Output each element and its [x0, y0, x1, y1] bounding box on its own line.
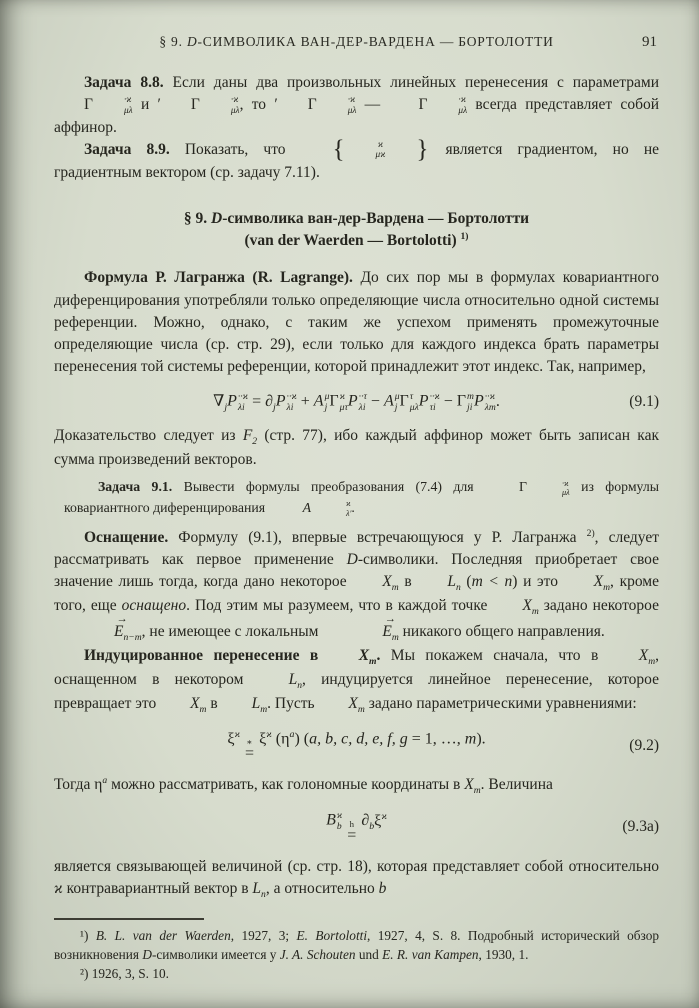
- math-symbol: $\eta^a$: [281, 728, 295, 748]
- math-symbol: $L_n$: [288, 671, 303, 692]
- math-symbol: $X_m$: [464, 776, 481, 797]
- formula-9-2: $\xi^ϰ$ ∗ = $\xi^ϰ$ $(\eta^a)$ (a, b, c, d, e, f, g = 1, …, m). (9.2): [227, 728, 659, 763]
- task-9-1: Задача 9.1. Вывести формулы преобразования (7.4) для Γ ·ϰ μλ из формулы ковариантного диференцирования A ϰ λ′ .: [64, 478, 660, 518]
- math-symbol: P ··ϰ λm: [473, 391, 496, 414]
- formula-9-1: $\nabla_jP$ ··ϰ λi = $\partial_jP$ ··ϰ λi + A μ j Γ ϰ μτ P ··τ λi − A μ j Γ τ μλ P ··ϰ τi − Γ m ji P ··ϰ λm . (9.1): [213, 391, 659, 414]
- math-symbol: A ϰ λ′: [302, 499, 352, 518]
- paragraph-lagrange: Формула Р. Лагранжа (R. Lagrange). До сих пор мы в формулах ковариантного диференцирования употребляли только определяющие числа относительно одной системы референции. Можно, однако, с таким же успехом применять промежуточные определяющие числа (ср. стр. 29), если только для каждого индекса брать параметры перенесения той системы референции, которой принадлежит этот индекс. Так, например,: [54, 269, 659, 376]
- bold-text: (van der Waerden — Bortolotti): [244, 231, 461, 249]
- heading-line: [54, 208, 659, 230]
- math-symbol: P ··τ λi: [347, 391, 367, 414]
- running-header-d: D: [186, 34, 198, 49]
- bold-text: Индуцированное перенесение в: [84, 647, 329, 665]
- math-symbol: $X_m$: [382, 573, 399, 594]
- math-symbol: Γ ·ϰ μλ: [307, 95, 357, 116]
- vector-symbol: → $E_{n-m}$: [54, 619, 142, 645]
- math-symbol: P ··ϰ λi: [275, 391, 297, 414]
- equation-number: (9.2): [629, 736, 659, 754]
- running-header-section: § 9.: [159, 34, 187, 49]
- math-symbol: A μ j: [383, 391, 400, 414]
- math-symbol: B ϰ b: [326, 810, 343, 833]
- math-symbol: $\eta^a$: [94, 775, 108, 794]
- bold-text: Задача 9.1.: [98, 479, 173, 495]
- math-symbol: $X_m$: [638, 647, 656, 668]
- math-symbol: $X_m$: [348, 694, 365, 716]
- paragraph-proof: Доказательство следует из $F_2$ (стр. 77), ибо каждый аффинор может быть записан как сумма произведений векторов.: [54, 427, 660, 469]
- footnote-2: ²) 1926, 3, S. 10.: [80, 965, 169, 981]
- section-heading: [54, 208, 659, 251]
- math-symbol: $\partial_b$: [361, 811, 375, 833]
- italic-text: b: [378, 880, 387, 898]
- footnote-rule: [54, 918, 204, 920]
- math-symbol: $\xi^ϰ$: [259, 728, 272, 748]
- math-symbol: $L_m$: [251, 694, 268, 716]
- page-body: [54, 72, 659, 984]
- footnote-marker: 2): [586, 527, 595, 539]
- running-header: [54, 34, 659, 50]
- math-symbol: $X_m$: [190, 694, 207, 716]
- math-symbol: P ··ϰ τi: [418, 391, 440, 414]
- bold-text: Формула Р. Лагранжа (R. Lagrange).: [84, 269, 353, 287]
- math-symbol: Γ ·ϰ μλ: [84, 95, 133, 116]
- italic-text: E. Bortolotti: [296, 928, 368, 944]
- bold-text: Оснащение.: [84, 528, 169, 546]
- vector-arrow-icon: →: [116, 613, 128, 626]
- paragraph-togda: Тогда $\eta^a$ можно рассматривать, как голономные координаты в $X_m$. Величина: [54, 775, 553, 797]
- task-8-9: Задача 8.9. Показать, что { ϰ μϰ } является градиентом, но не градиентным вектором (ср. задачу 7.11).: [54, 136, 659, 181]
- italic-text: B. L. van der Waerden: [95, 928, 231, 944]
- paragraph-svyazyvayushchaya: является связывающей величиной (ср. стр. 18), которая представляет собой относительно ϰ контравариантный вектор в $L_n$, а относительно b: [54, 857, 659, 901]
- christoffel-symbol: { ϰ μϰ }: [332, 136, 429, 164]
- math-symbol: $X_m$: [358, 647, 377, 668]
- vector-arrow-icon: →: [384, 613, 396, 626]
- math-symbol: $\nabla_j$: [213, 392, 228, 413]
- italic-text: a, b, c, d, e, f, g: [309, 730, 408, 748]
- italic-text: E. R. van Kampen: [382, 947, 479, 962]
- equation-number: (9.3a): [622, 818, 659, 836]
- math-symbol: $X_m$: [593, 573, 611, 594]
- running-header-title: -СИМВОЛИКА ВАН-ДЕР-ВАРДЕНА — БОРТОЛОТТИ: [197, 34, 554, 49]
- vector-symbol: → $E_m$: [322, 619, 398, 645]
- math-symbol: $X_m$: [522, 597, 539, 618]
- italic-text: m: [464, 730, 477, 748]
- math-symbol: Γ ·ϰ μλ: [190, 95, 240, 116]
- bold-text: § 9.: [183, 209, 211, 227]
- bold-text: Задача 8.9.: [84, 140, 170, 158]
- annotated-equals: ∗ =: [245, 737, 255, 763]
- bold-italic-text: D: [210, 209, 223, 227]
- page-number: 91: [642, 34, 657, 50]
- math-symbol: Γ τ μλ: [399, 391, 419, 414]
- italic-text: D: [142, 947, 152, 962]
- bold-text: .: [376, 647, 381, 665]
- italic-text: ϰ: [54, 880, 63, 898]
- math-symbol: $L_n$: [252, 880, 266, 901]
- math-symbol: $\xi^ϰ$: [227, 728, 241, 748]
- math-symbol: $\xi^ϰ$: [374, 810, 387, 829]
- italic-text: J. A. Schouten: [279, 947, 356, 962]
- italic-text: D: [346, 551, 358, 569]
- equation-number: (9.1): [629, 392, 659, 410]
- math-symbol: $L_n$: [447, 573, 461, 594]
- math-symbol: $\partial_j$: [265, 392, 276, 413]
- footnote-1: ¹) B. L. van der Waerden, 1927, 3; E. Bortolotti, 1927, 4, S. 8. Подробный исторический обзор возникновения D-символики имеется у J. A. Schouten und E. R. van Kampen, 1930, 1.: [54, 928, 659, 962]
- italic-text: m < n: [471, 573, 513, 591]
- task-8-8: Задача 8.8. Если даны два произвольных линейных перенесения с параметрами Γ ·ϰ μλ и ′ Γ ·ϰ μλ , то ′ Γ ·ϰ μλ — Γ ·ϰ μλ всегда представляет собой аффинор.: [54, 74, 659, 136]
- math-symbol: $F_2$: [242, 427, 258, 448]
- math-symbol: Γ m ji: [456, 391, 474, 414]
- formula-9-3a: [54, 810, 659, 844]
- math-symbol: A μ j: [313, 391, 330, 414]
- math-symbol: Γ ϰ μτ: [329, 391, 348, 414]
- italic-text: оснащено: [121, 597, 187, 615]
- math-symbol: Γ ·ϰ μλ: [519, 478, 570, 498]
- paragraph-inducirovannoe: Индуцированное перенесение в $X_m$. Мы покажем сначала, что в $X_m$, оснащенном в некотором $L_n$, индуцируется линейное перенесение, которое превращает это $X_m$ в $L_m$. Пусть $X_m$ задано параметрическими уравнениями:: [54, 647, 659, 716]
- math-symbol: Γ ·ϰ μλ: [418, 95, 468, 116]
- bold-text: -символика ван-дер-Вардена — Бортолотти: [222, 209, 530, 227]
- heading-line: [54, 230, 659, 252]
- math-symbol: P ··ϰ λi: [227, 391, 249, 414]
- footnote-marker: 1): [460, 230, 469, 242]
- bold-text: Задача 8.8.: [84, 74, 164, 91]
- annotated-equals: h =: [347, 818, 357, 844]
- paragraph-osnashchenie: Оснащение. Формулу (9.1), впервые встречающуюся у Р. Лагранжа $^{2)}$, следует рассматривать как первое применение D-символики. Последняя приобретает свое значение лишь тогда, когда дано некоторое $X_m$ в $L_n$ (m < n) и это $X_m$, кроме того, еще оснащено. Под этим мы разумеем, что в каждой точке $X_m$ задано некоторое → $E_{n-m}$, не имеющее с локальным → $E_m$ никакого общего направления.: [54, 527, 659, 644]
